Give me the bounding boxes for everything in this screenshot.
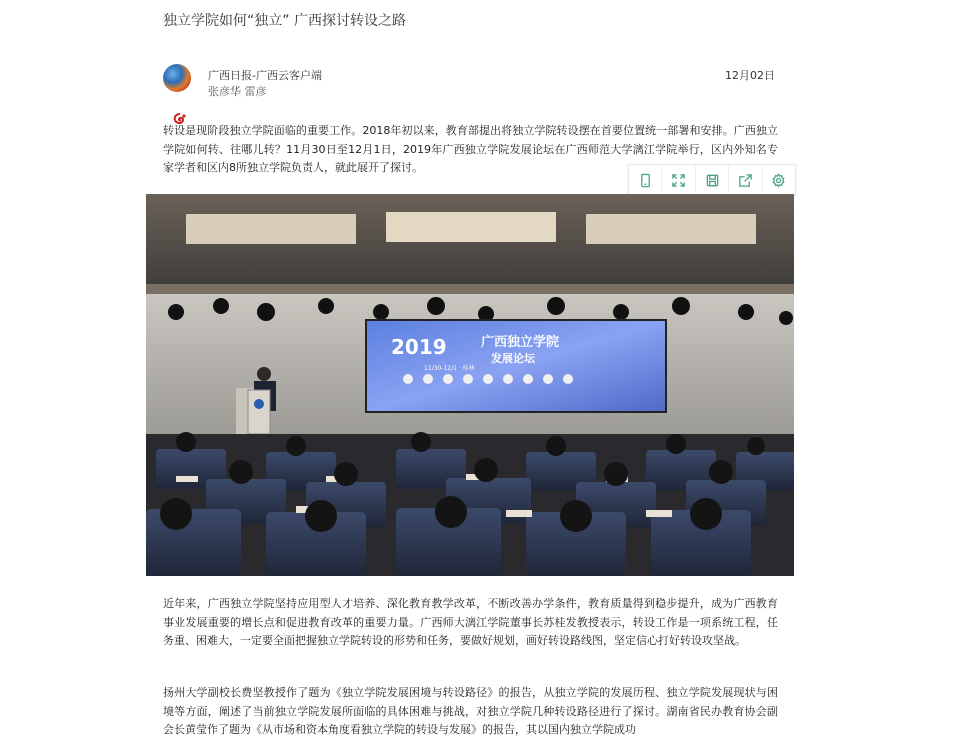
paragraph-3: 扬州大学副校长费坚教授作了题为《独立学院发展困境与转设路径》的报告，从独立学院的发展历程、独立学院发展现状与困境等方面，阐述了当前独立学院发展所面临的具体困难与挑战，对独立学院几种转设路径进行了探讨。湖南省民办教育协会副会长黄莹作了题为《从市场和资本角度看独立学院的转设与发展》的报告，其以国内独立学院成功: [163, 686, 778, 736]
save-icon: [705, 173, 720, 188]
fullscreen-button[interactable]: [662, 165, 695, 195]
settings-button[interactable]: [763, 165, 795, 195]
paragraph-1: 转设是现阶段独立学院面临的重要工作。2018年初以来，教育部提出将独立学院转设摆在首要位置统一部署和安排。广西独立学院如何转、往哪儿转？11月30日至12月1日，2019年广西独立学院发展论坛在广西师范大学漓江学院举行，区内外知名专家学者和区内8所独立学院负责人，就此展开了探讨。: [163, 124, 778, 174]
source-name[interactable]: 广西日报-广西云客户端: [208, 69, 322, 82]
author-names: 张彦华 雷彦: [208, 85, 267, 98]
publish-date: 12月02日: [725, 69, 775, 82]
article-title: 独立学院如何“独立” 广西探讨转设之路: [163, 13, 406, 29]
mobile-view-button[interactable]: [629, 165, 662, 195]
screen-title-1: 广西独立学院: [481, 335, 560, 350]
share-icon: [738, 173, 753, 188]
forum-photo: [146, 194, 794, 576]
fullscreen-icon: [671, 173, 686, 188]
mobile-icon: [638, 173, 653, 188]
paragraph-2: 近年来，广西独立学院坚持应用型人才培养、深化教育教学改革，不断改善办学条件，教育质量得到稳步提升，成为广西教育事业发展重要的增长点和促进教育改革的重要力量。广西师大漓江学院董事长苏桂发教授表示，转设工作是一项系统工程，任务重、困难大，一定要全面把握独立学院转设的形势和任务，要做好规划，画好转设路线图，坚定信心打好转设攻坚战。: [163, 597, 778, 647]
save-button[interactable]: [696, 165, 729, 195]
screen-year: 2019: [391, 335, 447, 359]
share-button[interactable]: [729, 165, 762, 195]
screen-title-2: 发展论坛: [491, 352, 535, 365]
reader-toolbar: [628, 164, 796, 196]
settings-icon: [771, 173, 786, 188]
source-avatar[interactable]: [163, 64, 191, 92]
forum-photo-illustration: [146, 194, 794, 576]
screen-date: 11/30-12/1 · 桂林: [424, 365, 475, 372]
newspaper-logo-icon: [172, 112, 188, 128]
